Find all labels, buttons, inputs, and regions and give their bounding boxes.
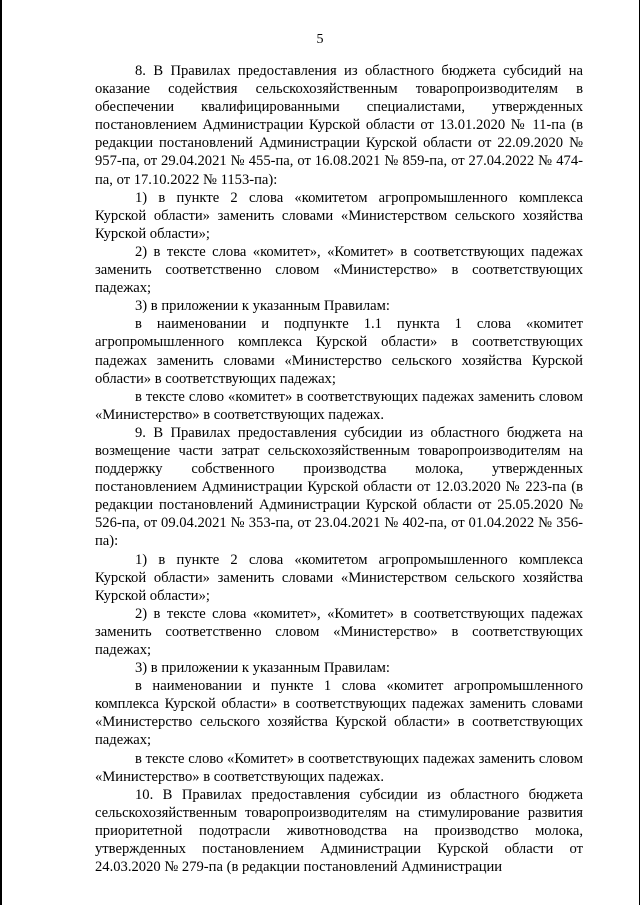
paragraph-9-item-3a: в наименовании и пункте 1 слова «комитет агропромышленного комплекса Курской области» в соответствующих падежах заменить словами «Министерство сельского хозяйства Курской области» в соответствующих падежах; — [95, 678, 583, 749]
paragraph-8-item-1: 1) в пункте 2 слова «комитетом агропромышленного комплекса Курской области» заменить словами «Министерством сельского хозяйства Курской области»; — [95, 189, 583, 242]
paragraph-9-intro: 9. В Правилах предоставления субсидии из областного бюджета на возмещение части затрат сельскохозяйственным товаропроизводителям на поддержку собственного производства молока, утвержденных постановлением Администрации Курской области от 12.03.2020 № 223-па (в редакции постановлений Администрации Курской области от 25.05.2020 № 526-па, от 09.04.2021 № 353-па, от 23.04.2021 № 402-па, от 01.04.2022 № 356-па): — [95, 424, 583, 550]
paragraph-8-intro: 8. В Правилах предоставления из областного бюджета субсидий на оказание содействия сельскохозяйственным товаропроизводителям в обеспечении квалифицированными специалистами, утвержденных постановлением Администрации Курской области от 13.01.2020 № 11-па (в редакции постановлений Администрации Курской области от 22.09.2020 № 957-па, от 29.04.2021 № 455-па, от 16.08.2021 № 859-па, от 27.04.2022 № 474-па, от 17.10.2022 № 1153-па): — [95, 63, 583, 188]
paragraph-8-item-3: 3) в приложении к указанным Правилам: — [135, 298, 390, 315]
scan-left-edge — [0, 0, 2, 905]
document-body — [95, 62, 583, 876]
paragraph-8-item-3b: в тексте слово «комитет» в соответствующих падежах заменить словом «Министерство» в соответствующих падежах. — [95, 388, 583, 423]
paragraph-9-item-1: 1) в пункте 2 слова «комитетом агропромышленного комплекса Курской области» заменить словами «Министерством сельского хозяйства Курской области»; — [95, 551, 583, 604]
paragraph-8-item-3a: в наименовании и подпункте 1.1 пункта 1 слова «комитет агропромышленного комплекса Курской области» в соответствующих падежах заменить словами «Министерство сельского хозяйства Курской области» в соответствующих падежах; — [95, 316, 583, 387]
paragraph-9-item-3: 3) в приложении к указанным Правилам: — [135, 660, 390, 677]
page-number: 5 — [316, 32, 324, 47]
paragraph-8-item-2: 2) в тексте слова «комитет», «Комитет» в соответствующих падежах заменить соответственно словом «Министерство» в соответствующих падежах; — [95, 243, 583, 297]
paragraph-10-intro: 10. В Правилах предоставления субсидии из областного бюджета сельскохозяйственным товаропроизводителям на стимулирование развития приоритетной подотрасли животноводства на производство молока, утвержденных постановлением Администрации Курской области от 24.03.2020 № 279-па (в редакции постановлений Администрации — [95, 786, 583, 876]
paragraph-9-item-2: 2) в тексте слова «комитет», «Комитет» в соответствующих падежах заменить соответственно словом «Министерство» в соответствующих падежах; — [95, 605, 583, 658]
paragraph-9-item-3b: в тексте слово «Комитет» в соответствующих падежах заменить словом «Министерство» в соответствующих падежах. — [95, 750, 583, 785]
